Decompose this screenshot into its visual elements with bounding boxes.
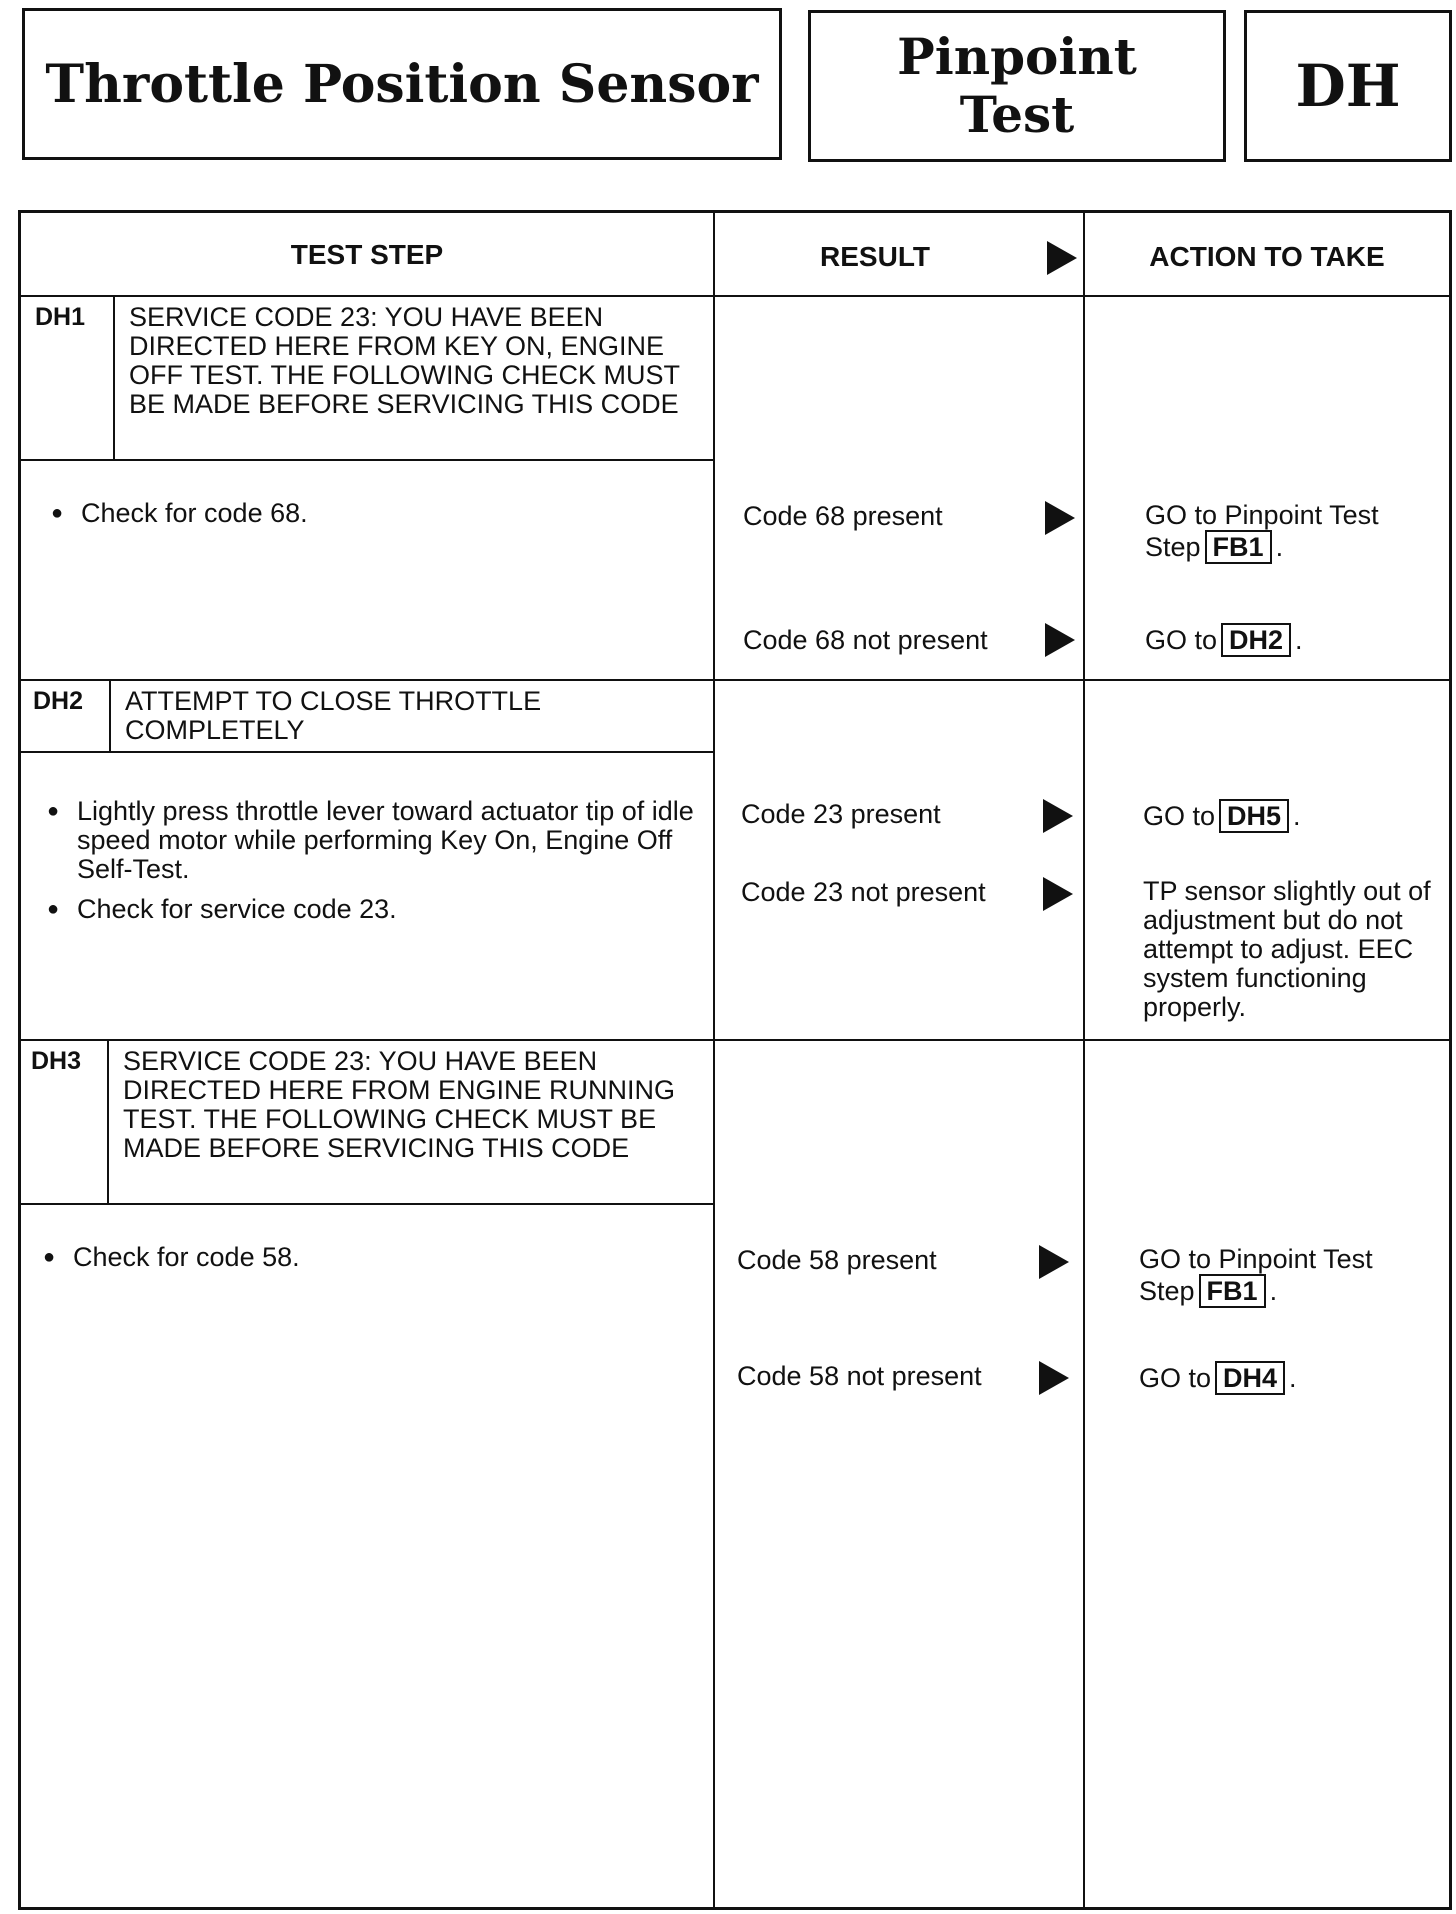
action-text: GO to: [1145, 625, 1218, 655]
divider-header: [21, 295, 1449, 297]
divider-col-1: [713, 213, 715, 1907]
action-dh3-1: [1139, 1245, 1429, 1308]
step-id-divider: [109, 679, 111, 753]
result-arrow-icon: [1045, 501, 1075, 535]
step-ref-link[interactable]: DH5: [1219, 799, 1289, 833]
bullet-dh2-1: ● Lightly press throttle lever toward actuator tip of idle speed motor while performing Key On, Engine Off Self-Test.: [45, 797, 717, 884]
divider-step-dh2: [21, 1039, 1449, 1041]
step-ref-link[interactable]: DH4: [1215, 1361, 1285, 1395]
action-text: GO to Pinpoint Test Step: [1145, 500, 1379, 562]
action-dh1-2: [1145, 623, 1435, 657]
action-text: GO to Pinpoint Test Step: [1139, 1244, 1373, 1306]
step-id-divider: [107, 1039, 109, 1205]
test-code: DH: [1244, 10, 1452, 162]
result-arrow-icon: [1039, 1361, 1069, 1395]
pinpoint-line2: Test: [959, 85, 1075, 144]
bullet-dh2-2: ● Check for service code 23.: [45, 895, 717, 924]
pinpoint-line1: Pinpoint: [897, 27, 1137, 86]
result-dh2-2: Code 23 not present: [741, 877, 986, 907]
action-suffix: .: [1295, 625, 1303, 655]
divider-col-2: [1083, 213, 1085, 1907]
step-id-dh2: DH2: [33, 687, 84, 715]
action-text: GO to: [1139, 1363, 1212, 1393]
col-header-action: ACTION TO TAKE: [1149, 241, 1385, 272]
step-id-dh3: DH3: [31, 1047, 82, 1075]
bullet-dh3-1: ● Check for code 58.: [41, 1243, 693, 1272]
action-dh2-1: [1143, 799, 1443, 833]
action-suffix: .: [1293, 801, 1301, 831]
step-id-divider: [113, 295, 115, 461]
divider-title-dh2: [21, 751, 713, 753]
step-ref-link[interactable]: DH2: [1221, 623, 1291, 657]
action-dh2-2: TP sensor slightly out of adjustment but do not attempt to adjust. EEC system functioning properly.: [1143, 876, 1431, 1022]
action-dh1-1: [1145, 501, 1435, 564]
step-title-dh2: ATTEMPT TO CLOSE THROTTLE COMPLETELY: [125, 686, 542, 745]
col-header-result: RESULT: [820, 241, 930, 272]
action-dh3-2: [1139, 1361, 1429, 1395]
pinpoint-test-label: [808, 10, 1226, 162]
step-ref-link[interactable]: FB1: [1199, 1274, 1266, 1308]
step-id-dh1: DH1: [35, 303, 86, 331]
divider-title-dh3: [21, 1203, 713, 1205]
test-table: [18, 210, 1452, 1910]
result-arrow-icon: [1047, 241, 1077, 275]
page-title: Throttle Position Sensor: [22, 8, 782, 160]
bullet-dh1-1: ● Check for code 68.: [49, 499, 701, 528]
result-dh3-2: Code 58 not present: [737, 1361, 982, 1391]
result-arrow-icon: [1039, 1245, 1069, 1279]
action-suffix: .: [1269, 1276, 1278, 1306]
step-title-dh1: SERVICE CODE 23: YOU HAVE BEEN DIRECTED HERE FROM KEY ON, ENGINE OFF TEST. THE FOLLOWING CHECK MUST BE MADE BEFORE SERVICING THIS CODE: [129, 302, 680, 419]
divider-step-dh1: [21, 679, 1449, 681]
result-dh1-1: Code 68 present: [743, 501, 943, 531]
result-arrow-icon: [1045, 623, 1075, 657]
result-arrow-icon: [1043, 877, 1073, 911]
step-title-dh3: SERVICE CODE 23: YOU HAVE BEEN DIRECTED HERE FROM ENGINE RUNNING TEST. THE FOLLOWING CHECK MUST BE MADE BEFORE SERVICING THIS CODE: [123, 1046, 676, 1163]
action-text: GO to: [1143, 801, 1216, 831]
divider-title-dh1: [21, 459, 713, 461]
result-dh2-1: Code 23 present: [741, 799, 941, 829]
result-arrow-icon: [1043, 799, 1073, 833]
step-ref-link[interactable]: FB1: [1205, 530, 1272, 564]
action-suffix: .: [1289, 1363, 1297, 1393]
col-header-test-step: TEST STEP: [290, 239, 444, 270]
action-suffix: .: [1275, 532, 1284, 562]
result-dh3-1: Code 58 present: [737, 1245, 937, 1275]
result-dh1-2: Code 68 not present: [743, 625, 988, 655]
